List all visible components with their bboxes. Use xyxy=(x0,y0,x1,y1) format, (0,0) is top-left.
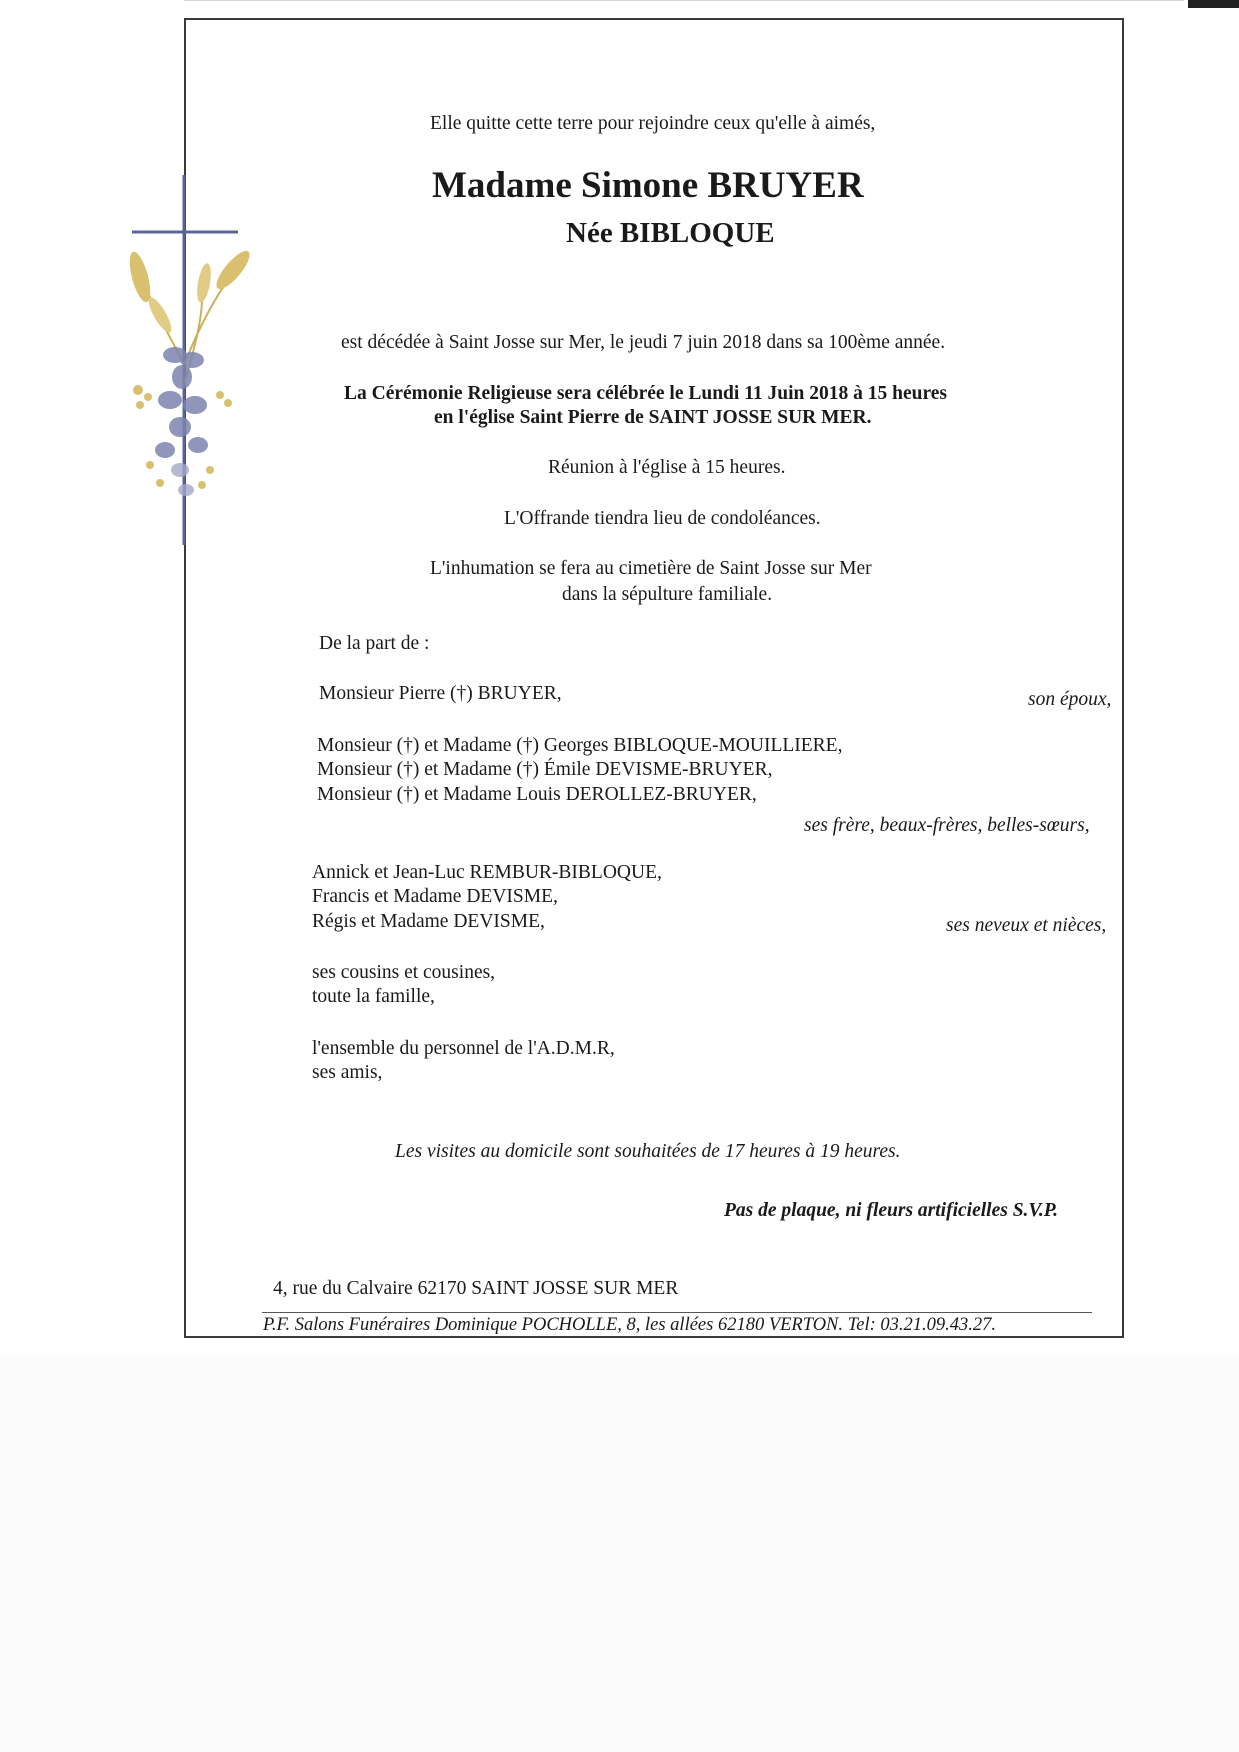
staff-line-2: ses amis, xyxy=(312,1062,383,1083)
death-announcement: est décédée à Saint Josse sur Mer, le jeudi 7 juin 2018 dans sa 100ème année. xyxy=(341,332,946,353)
ceremony-line-1: La Cérémonie Religieuse sera célébrée le Lundi 11 Juin 2018 à 15 heures xyxy=(344,383,947,404)
scan-background xyxy=(0,1355,1239,1752)
cousins-line-1: ses cousins et cousines, xyxy=(312,962,496,983)
from-label: De la part de : xyxy=(319,633,430,654)
sibling-line-1: Monsieur (†) et Madame (†) Georges BIBLOQUE-MOUILLIERE, xyxy=(317,735,843,756)
scan-corner-mark xyxy=(1188,0,1239,8)
staff-line-1: l'ensemble du personnel de l'A.D.M.R, xyxy=(312,1038,615,1059)
funeral-home-info: P.F. Salons Funéraires Dominique POCHOLLE, 8, les allées 62180 VERTON. Tel: 03.21.09.43.27. xyxy=(263,1315,996,1335)
nephews-relation: ses neveux et nièces, xyxy=(946,915,1107,936)
cousins-line-2: toute la famille, xyxy=(312,986,435,1007)
no-plaque-note: Pas de plaque, ni fleurs artificielles S.V.P. xyxy=(724,1200,1059,1221)
spouse-relation: son époux, xyxy=(1028,689,1112,710)
nephew-line-1: Annick et Jean-Luc REMBUR-BIBLOQUE, xyxy=(312,862,662,883)
spouse-name: Monsieur Pierre (†) BRUYER, xyxy=(319,683,562,704)
nephew-line-3: Régis et Madame DEVISME, xyxy=(312,911,545,932)
siblings-relation: ses frère, beaux-frères, belles-sœurs, xyxy=(804,815,1090,836)
burial-line-2: dans la sépulture familiale. xyxy=(562,584,773,605)
maiden-name: Née BIBLOQUE xyxy=(566,217,775,249)
meeting-info: Réunion à l'église à 15 heures. xyxy=(548,457,786,478)
burial-line-1: L'inhumation se fera au cimetière de Saint Josse sur Mer xyxy=(430,558,872,579)
offering-info: L'Offrande tiendra lieu de condoléances. xyxy=(504,508,821,529)
deceased-name: Madame Simone BRUYER xyxy=(432,165,864,206)
home-address: 4, rue du Calvaire 62170 SAINT JOSSE SUR MER xyxy=(273,1278,679,1299)
scan-top-edge xyxy=(184,0,1184,1)
sibling-line-3: Monsieur (†) et Madame Louis DEROLLEZ-BRUYER, xyxy=(317,784,757,805)
visits-info: Les visites au domicile sont souhaitées de 17 heures à 19 heures. xyxy=(395,1141,901,1162)
cross-wheat-decoration-icon xyxy=(120,165,250,545)
sibling-line-2: Monsieur (†) et Madame (†) Émile DEVISME-BRUYER, xyxy=(317,759,773,780)
ceremony-line-2: en l'église Saint Pierre de SAINT JOSSE SUR MER. xyxy=(434,407,872,428)
intro-text: Elle quitte cette terre pour rejoindre ceux qu'elle à aimés, xyxy=(430,113,876,134)
nephew-line-2: Francis et Madame DEVISME, xyxy=(312,886,558,907)
